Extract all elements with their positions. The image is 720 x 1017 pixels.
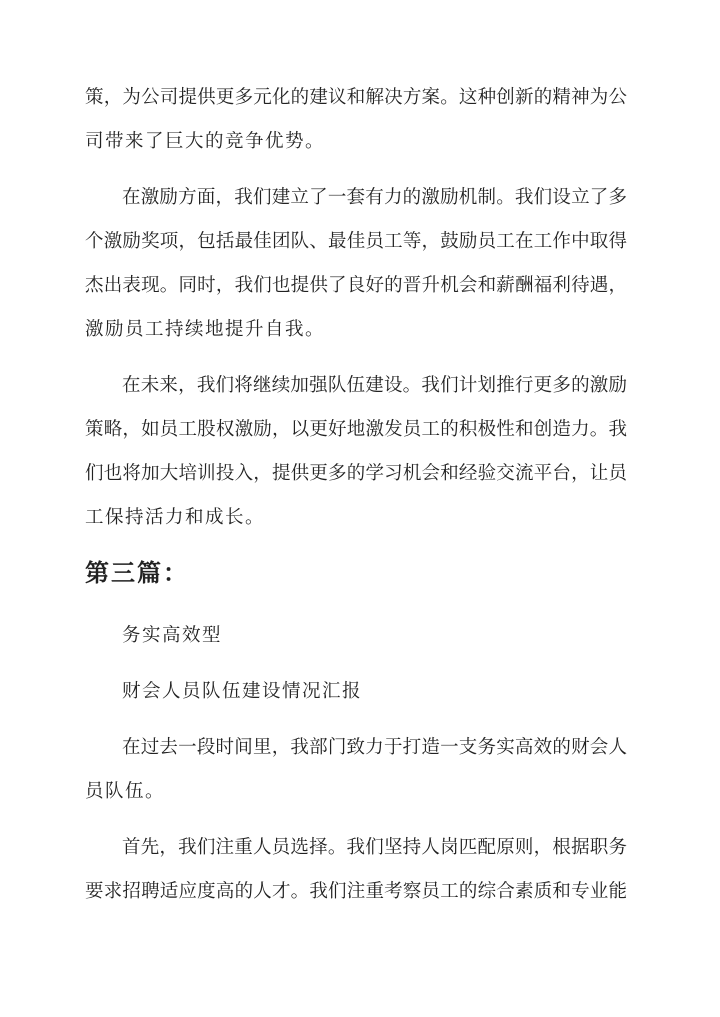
text-line: 杰出表现。同时，我们也提供了良好的晋升机会和薪酬福利待遇，	[85, 276, 627, 296]
paragraph	[85, 614, 627, 658]
paragraph	[85, 670, 627, 714]
text-line: 个激励奖项，包括最佳团队、最佳员工等，鼓励员工在工作中取得	[85, 232, 627, 252]
paragraph	[85, 76, 627, 164]
paragraph	[85, 826, 627, 914]
text-line: 要求招聘适应度高的人才。我们注重考察员工的综合素质和专业能	[85, 882, 627, 902]
text-line: 激励员工持续地提升自我。	[85, 320, 326, 340]
document-body	[85, 76, 627, 926]
text-line: 策，为公司提供更多元化的建议和解决方案。这种创新的精神为公	[85, 88, 627, 108]
text-line: 财会人员队伍建设情况汇报	[122, 682, 363, 702]
paragraph	[85, 726, 627, 814]
text-line: 工保持活力和成长。	[85, 508, 266, 528]
text-line: 策略，如员工股权激励，以更好地激发员工的积极性和创造力。我	[85, 420, 627, 440]
text-line: 务实高效型	[122, 626, 223, 646]
text-line: 员队伍。	[85, 782, 166, 802]
section-heading: 第三篇：	[85, 561, 189, 587]
text-line: 们也将加大培训投入，提供更多的学习机会和经验交流平台，让员	[85, 464, 627, 484]
text-line: 首先，我们注重人员选择。我们坚持人岗匹配原则，根据职务	[122, 838, 627, 858]
text-line: 司带来了巨大的竞争优势。	[85, 132, 326, 152]
text-line: 在激励方面，我们建立了一套有力的激励机制。我们设立了多	[122, 188, 627, 208]
text-line: 在未来，我们将继续加强队伍建设。我们计划推行更多的激励	[122, 376, 627, 396]
paragraph	[85, 176, 627, 352]
text-line: 在过去一段时间里，我部门致力于打造一支务实高效的财会人	[122, 738, 627, 758]
paragraph	[85, 364, 627, 540]
